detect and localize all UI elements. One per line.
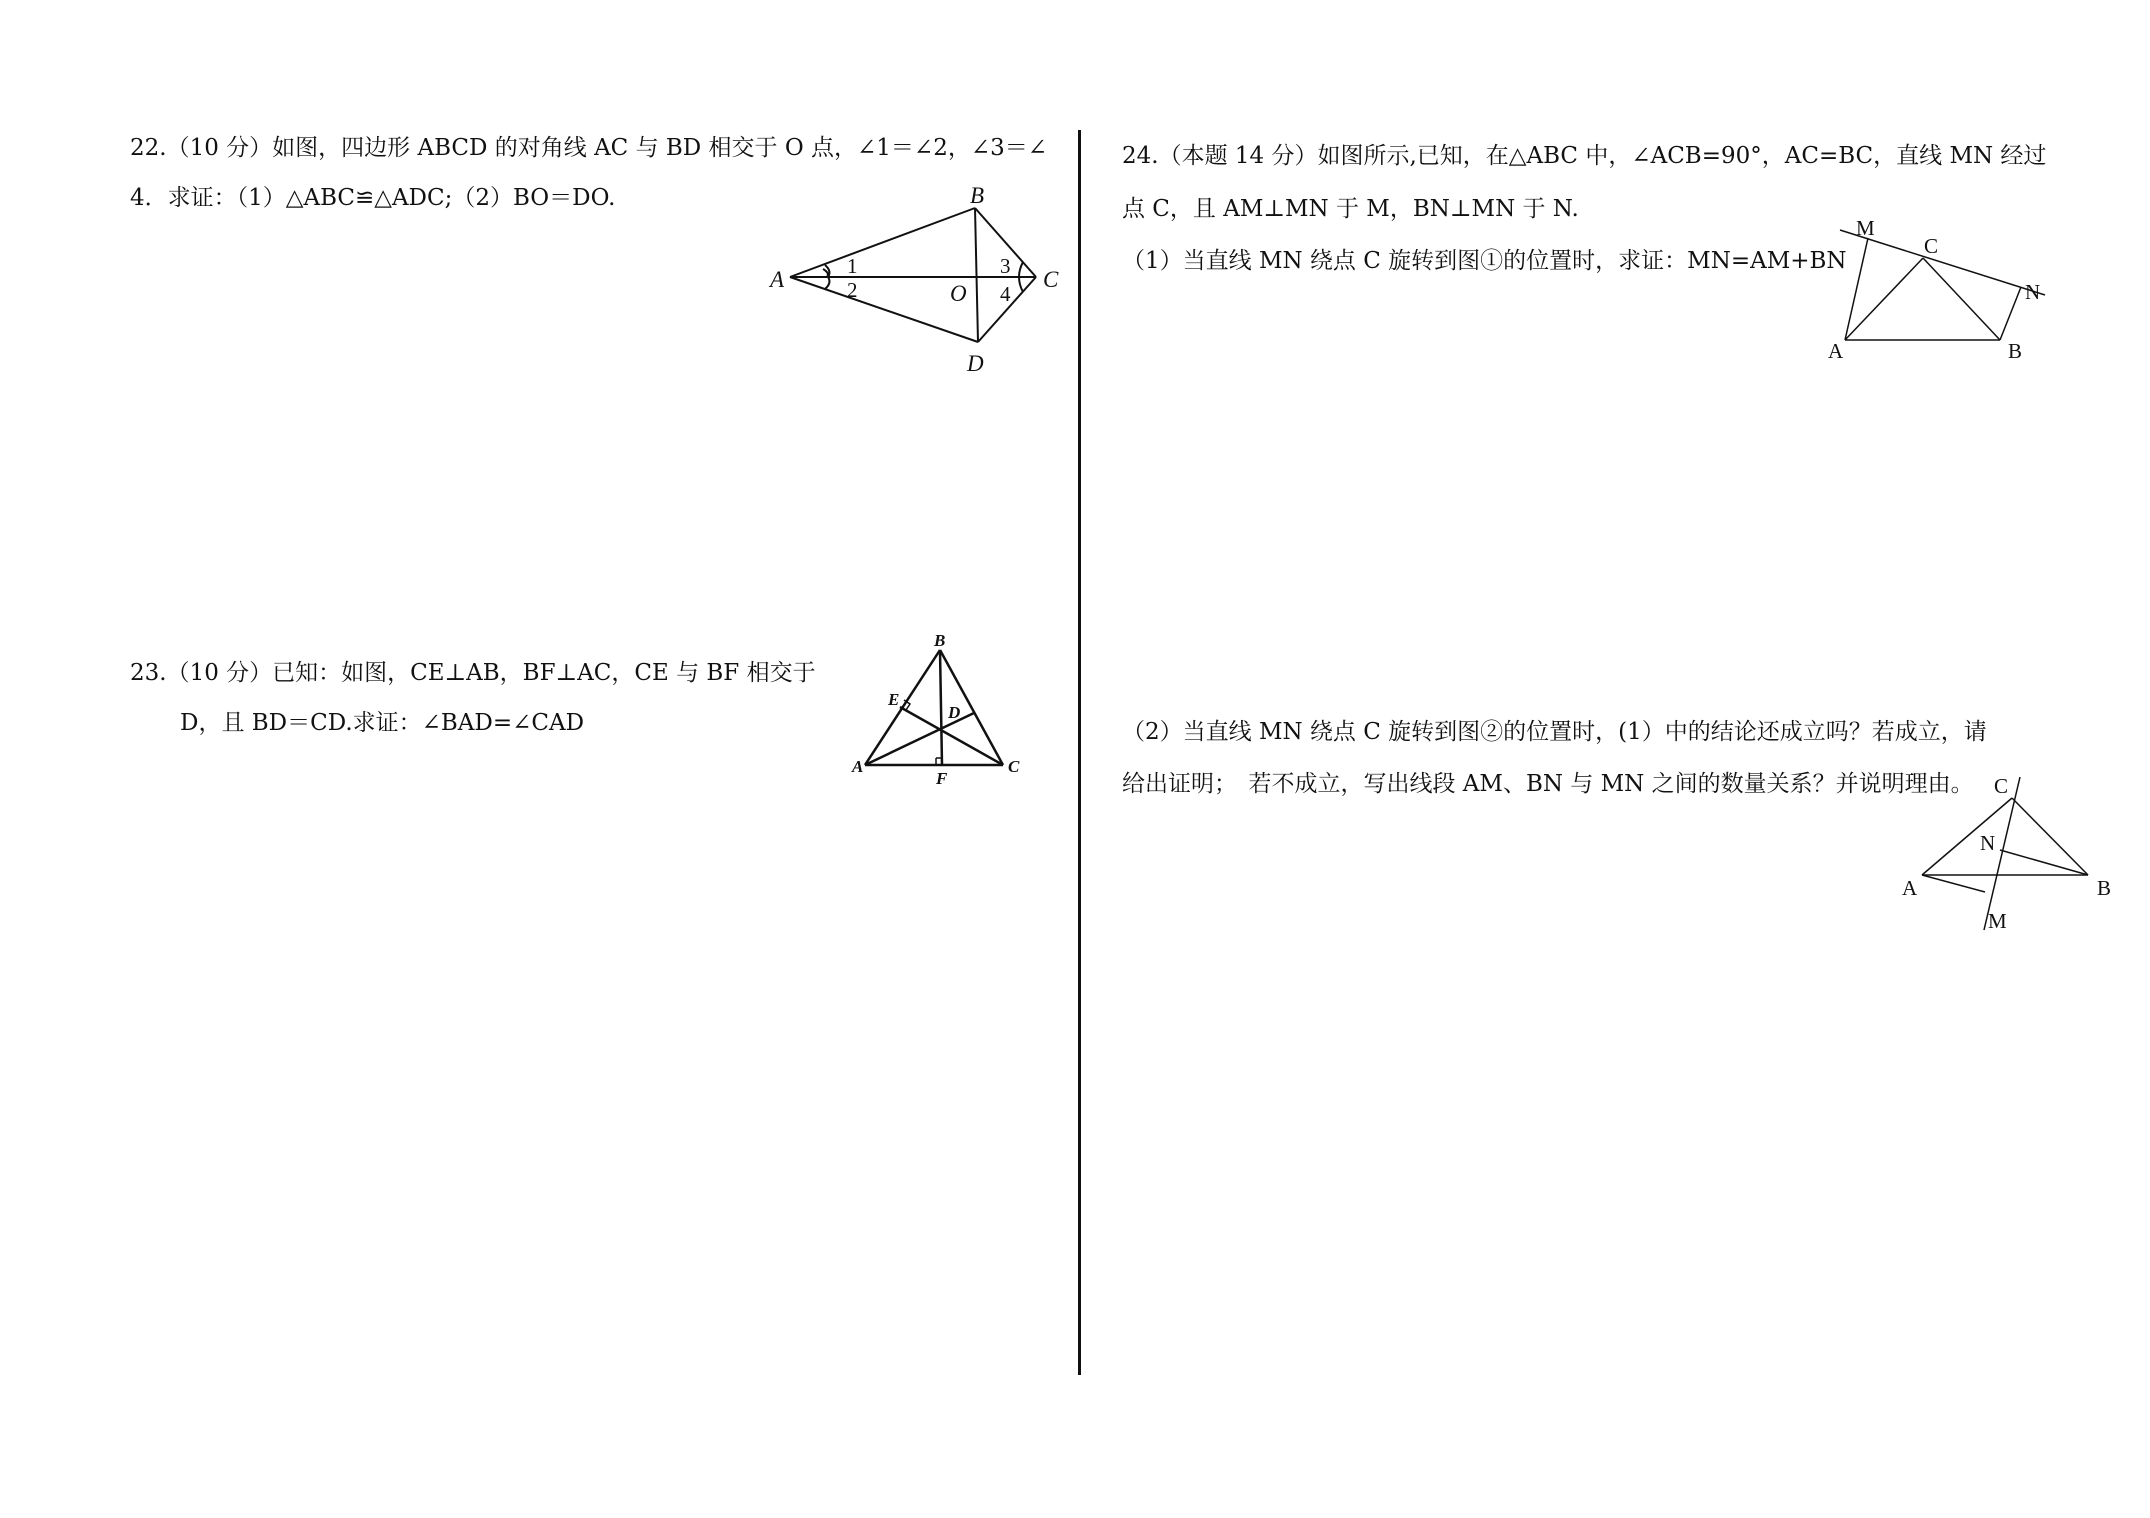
- q24-part1-text: （1）当直线 MN 绕点 C 旋转到图①的位置时，求证：MN=AM+BN: [1122, 248, 1847, 274]
- q22-label-o: O: [950, 281, 967, 306]
- q24-figure-1: [1820, 215, 2060, 375]
- q22-angle-3: 3: [1000, 254, 1011, 278]
- q24-fig1-label-b: B: [2008, 339, 2023, 363]
- q22-angle-1: 1: [847, 254, 858, 278]
- q22-label-d: D: [967, 351, 984, 376]
- q24-part2-text-line2: 给出证明； 若不成立，写出线段 AM、BN 与 MN 之间的数量关系？并说明理由。: [1122, 771, 1974, 797]
- q24-fig1-label-a: A: [1828, 339, 1844, 363]
- column-divider: [1078, 130, 1081, 1375]
- q22-angle-4: 4: [1000, 282, 1011, 306]
- q24-text-line1: 24.（本题 14 分）如图所示,已知，在△ABC 中，∠ACB=90°，AC=BC，直线 MN 经过: [1122, 143, 2047, 169]
- q24-part2-text-line1: （2）当直线 MN 绕点 C 旋转到图②的位置时，(1）中的结论还成立吗？若成立，请: [1122, 719, 1987, 745]
- q22-label-b: B: [970, 183, 985, 208]
- q23-label-f: F: [936, 769, 948, 788]
- q24-text-line2: 点 C，且 AM⊥MN 于 M，BN⊥MN 于 N.: [1122, 196, 1579, 222]
- q24-fig2-label-b: B: [2097, 876, 2112, 900]
- q23-label-e: E: [888, 690, 900, 709]
- q22-label-c: C: [1043, 267, 1059, 292]
- q22-text-line1: 22.（10 分）如图，四边形 ABCD 的对角线 AC 与 BD 相交于 O 点，∠1＝∠2，∠3＝∠: [130, 135, 1048, 161]
- q24-fig1-label-c: C: [1924, 234, 1939, 258]
- q23-text-line1: 23.（10 分）已知：如图，CE⊥AB，BF⊥AC，CE 与 BF 相交于: [130, 660, 816, 686]
- q23-label-a: A: [852, 757, 864, 776]
- q24-fig1-label-m: M: [1856, 216, 1875, 240]
- q23-label-b: B: [934, 631, 946, 650]
- q22-text-line2: 4．求证：（1）△ABC≌△ADC;（2）BO＝DO.: [130, 185, 616, 211]
- q24-fig1-label-n: N: [2025, 280, 2041, 304]
- q24-fig2-label-n: N: [1980, 831, 1996, 855]
- q22-label-a: A: [770, 267, 785, 292]
- q22-figure: [760, 180, 1090, 380]
- q23-text-line2: D，且 BD＝CD.求证：∠BAD=∠CAD: [180, 710, 585, 736]
- q24-figure-2: [1890, 765, 2120, 945]
- q23-label-d: D: [948, 703, 961, 722]
- q23-figure: [850, 630, 1030, 790]
- q24-fig2-label-m: M: [1988, 909, 2007, 933]
- q24-fig2-label-a: A: [1902, 876, 1918, 900]
- q23-label-c: C: [1008, 757, 1020, 776]
- q24-fig2-label-c: C: [1994, 774, 2009, 798]
- q22-angle-2: 2: [847, 278, 858, 302]
